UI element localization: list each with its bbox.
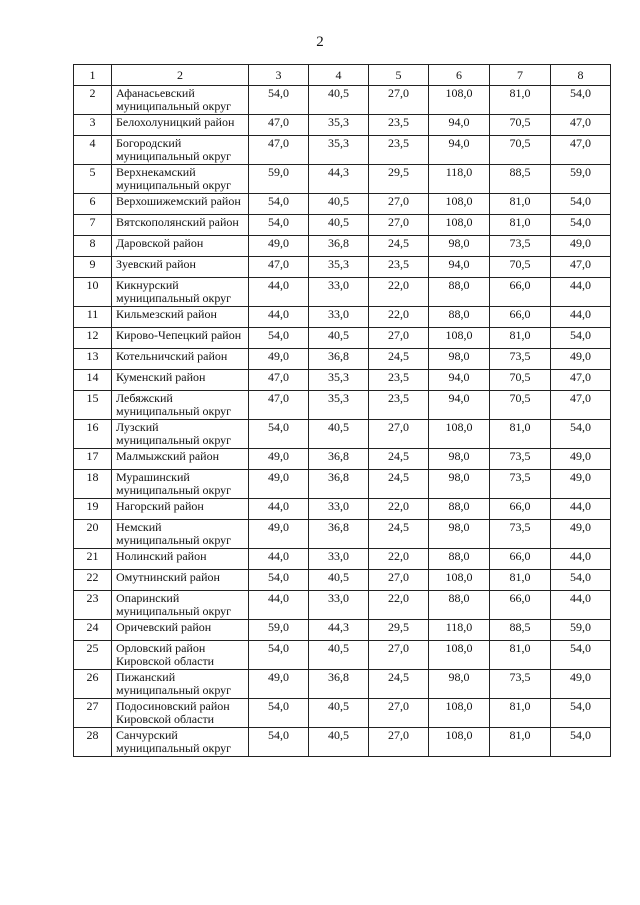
value-cell-6: 108,0 bbox=[429, 420, 490, 449]
value-cell-7: 81,0 bbox=[490, 328, 551, 349]
value-cell-7: 66,0 bbox=[490, 278, 551, 307]
value-cell-7: 66,0 bbox=[490, 591, 551, 620]
district-name-cell: Даровской район bbox=[112, 236, 249, 257]
value-cell-8: 49,0 bbox=[551, 236, 611, 257]
value-cell-7: 81,0 bbox=[490, 728, 551, 757]
row-number-cell: 14 bbox=[74, 370, 112, 391]
row-number-cell: 11 bbox=[74, 307, 112, 328]
district-name-cell: Нолинский район bbox=[112, 549, 249, 570]
value-cell-5: 24,5 bbox=[369, 449, 429, 470]
column-header: 5 bbox=[369, 65, 429, 86]
value-cell-6: 108,0 bbox=[429, 215, 490, 236]
table-row bbox=[74, 391, 611, 420]
value-cell-7: 73,5 bbox=[490, 470, 551, 499]
value-cell-6: 94,0 bbox=[429, 391, 490, 420]
value-cell-4: 40,5 bbox=[309, 420, 369, 449]
value-cell-5: 27,0 bbox=[369, 570, 429, 591]
value-cell-6: 88,0 bbox=[429, 591, 490, 620]
district-name-cell: Мурашинский муниципальный округ bbox=[112, 470, 249, 499]
value-cell-6: 108,0 bbox=[429, 194, 490, 215]
value-cell-8: 54,0 bbox=[551, 641, 611, 670]
district-name-cell: Вятскополянский район bbox=[112, 215, 249, 236]
value-cell-4: 40,5 bbox=[309, 215, 369, 236]
value-cell-5: 22,0 bbox=[369, 499, 429, 520]
value-cell-5: 24,5 bbox=[369, 349, 429, 370]
district-name-cell: Зуевский район bbox=[112, 257, 249, 278]
value-cell-3: 54,0 bbox=[249, 215, 309, 236]
table-row bbox=[74, 499, 611, 520]
row-number-cell: 6 bbox=[74, 194, 112, 215]
district-name-cell: Нагорский район bbox=[112, 499, 249, 520]
column-header: 6 bbox=[429, 65, 490, 86]
row-number-cell: 16 bbox=[74, 420, 112, 449]
column-header: 8 bbox=[551, 65, 611, 86]
value-cell-6: 94,0 bbox=[429, 257, 490, 278]
district-name-cell: Малмыжский район bbox=[112, 449, 249, 470]
row-number-cell: 2 bbox=[74, 86, 112, 115]
value-cell-4: 33,0 bbox=[309, 549, 369, 570]
column-header: 7 bbox=[490, 65, 551, 86]
value-cell-3: 47,0 bbox=[249, 136, 309, 165]
value-cell-8: 44,0 bbox=[551, 307, 611, 328]
row-number-cell: 3 bbox=[74, 115, 112, 136]
table-row bbox=[74, 728, 611, 757]
table-row bbox=[74, 520, 611, 549]
value-cell-7: 81,0 bbox=[490, 570, 551, 591]
value-cell-3: 49,0 bbox=[249, 449, 309, 470]
value-cell-6: 88,0 bbox=[429, 307, 490, 328]
value-cell-8: 47,0 bbox=[551, 115, 611, 136]
row-number-cell: 20 bbox=[74, 520, 112, 549]
row-number-cell: 4 bbox=[74, 136, 112, 165]
value-cell-7: 88,5 bbox=[490, 165, 551, 194]
district-name-cell: Кикнурский муниципальный округ bbox=[112, 278, 249, 307]
value-cell-3: 47,0 bbox=[249, 370, 309, 391]
value-cell-3: 44,0 bbox=[249, 278, 309, 307]
value-cell-7: 81,0 bbox=[490, 194, 551, 215]
value-cell-5: 24,5 bbox=[369, 670, 429, 699]
row-number-cell: 28 bbox=[74, 728, 112, 757]
value-cell-7: 66,0 bbox=[490, 549, 551, 570]
value-cell-5: 23,5 bbox=[369, 136, 429, 165]
value-cell-8: 49,0 bbox=[551, 520, 611, 549]
value-cell-4: 36,8 bbox=[309, 520, 369, 549]
row-number-cell: 24 bbox=[74, 620, 112, 641]
value-cell-5: 22,0 bbox=[369, 549, 429, 570]
table-row bbox=[74, 620, 611, 641]
table-row bbox=[74, 349, 611, 370]
value-cell-4: 35,3 bbox=[309, 115, 369, 136]
value-cell-5: 29,5 bbox=[369, 620, 429, 641]
district-name-cell: Оричевский район bbox=[112, 620, 249, 641]
table-row bbox=[74, 370, 611, 391]
row-number-cell: 22 bbox=[74, 570, 112, 591]
value-cell-6: 94,0 bbox=[429, 136, 490, 165]
value-cell-6: 118,0 bbox=[429, 620, 490, 641]
row-number-cell: 23 bbox=[74, 591, 112, 620]
value-cell-6: 88,0 bbox=[429, 549, 490, 570]
value-cell-5: 27,0 bbox=[369, 215, 429, 236]
row-number-cell: 26 bbox=[74, 670, 112, 699]
district-name-cell: Котельничский район bbox=[112, 349, 249, 370]
value-cell-4: 36,8 bbox=[309, 470, 369, 499]
row-number-cell: 15 bbox=[74, 391, 112, 420]
value-cell-5: 24,5 bbox=[369, 236, 429, 257]
value-cell-8: 54,0 bbox=[551, 328, 611, 349]
value-cell-7: 70,5 bbox=[490, 115, 551, 136]
value-cell-4: 35,3 bbox=[309, 136, 369, 165]
value-cell-6: 88,0 bbox=[429, 499, 490, 520]
value-cell-5: 27,0 bbox=[369, 328, 429, 349]
value-cell-5: 22,0 bbox=[369, 278, 429, 307]
row-number-cell: 10 bbox=[74, 278, 112, 307]
value-cell-7: 66,0 bbox=[490, 307, 551, 328]
row-number-cell: 13 bbox=[74, 349, 112, 370]
value-cell-3: 49,0 bbox=[249, 236, 309, 257]
value-cell-7: 81,0 bbox=[490, 215, 551, 236]
value-cell-4: 35,3 bbox=[309, 257, 369, 278]
page-number: 2 bbox=[316, 34, 324, 50]
value-cell-6: 98,0 bbox=[429, 470, 490, 499]
value-cell-8: 54,0 bbox=[551, 728, 611, 757]
value-cell-7: 70,5 bbox=[490, 136, 551, 165]
column-header: 4 bbox=[309, 65, 369, 86]
value-cell-8: 54,0 bbox=[551, 215, 611, 236]
value-cell-5: 22,0 bbox=[369, 591, 429, 620]
row-number-cell: 5 bbox=[74, 165, 112, 194]
value-cell-6: 118,0 bbox=[429, 165, 490, 194]
row-number-cell: 27 bbox=[74, 699, 112, 728]
row-number-cell: 19 bbox=[74, 499, 112, 520]
value-cell-5: 27,0 bbox=[369, 420, 429, 449]
value-cell-3: 54,0 bbox=[249, 728, 309, 757]
value-cell-6: 108,0 bbox=[429, 728, 490, 757]
value-cell-7: 81,0 bbox=[490, 86, 551, 115]
table-row bbox=[74, 449, 611, 470]
value-cell-3: 49,0 bbox=[249, 670, 309, 699]
value-cell-4: 44,3 bbox=[309, 165, 369, 194]
value-cell-4: 40,5 bbox=[309, 641, 369, 670]
district-name-cell: Лебяжский муниципальный округ bbox=[112, 391, 249, 420]
value-cell-5: 27,0 bbox=[369, 641, 429, 670]
value-cell-3: 49,0 bbox=[249, 520, 309, 549]
table-row bbox=[74, 257, 611, 278]
column-header: 1 bbox=[74, 65, 112, 86]
district-name-cell: Орловский район Кировской области bbox=[112, 641, 249, 670]
value-cell-3: 54,0 bbox=[249, 328, 309, 349]
value-cell-3: 44,0 bbox=[249, 307, 309, 328]
value-cell-6: 98,0 bbox=[429, 236, 490, 257]
value-cell-4: 35,3 bbox=[309, 370, 369, 391]
value-cell-4: 40,5 bbox=[309, 194, 369, 215]
value-cell-5: 23,5 bbox=[369, 257, 429, 278]
district-name-cell: Пижанский муниципальный округ bbox=[112, 670, 249, 699]
district-name-cell: Опаринский муниципальный округ bbox=[112, 591, 249, 620]
value-cell-3: 54,0 bbox=[249, 641, 309, 670]
value-cell-7: 70,5 bbox=[490, 370, 551, 391]
value-cell-6: 108,0 bbox=[429, 570, 490, 591]
value-cell-4: 33,0 bbox=[309, 307, 369, 328]
district-name-cell: Белохолуницкий район bbox=[112, 115, 249, 136]
value-cell-5: 24,5 bbox=[369, 470, 429, 499]
district-name-cell: Немский муниципальный округ bbox=[112, 520, 249, 549]
district-name-cell: Кирово-Чепецкий район bbox=[112, 328, 249, 349]
value-cell-3: 54,0 bbox=[249, 194, 309, 215]
value-cell-3: 59,0 bbox=[249, 165, 309, 194]
table-row bbox=[74, 136, 611, 165]
table-header-row bbox=[74, 65, 611, 86]
district-name-cell: Верхнекамский муниципальный округ bbox=[112, 165, 249, 194]
table-row bbox=[74, 549, 611, 570]
table-row bbox=[74, 307, 611, 328]
value-cell-8: 44,0 bbox=[551, 549, 611, 570]
district-name-cell: Верхошижемский район bbox=[112, 194, 249, 215]
value-cell-6: 98,0 bbox=[429, 449, 490, 470]
value-cell-8: 47,0 bbox=[551, 370, 611, 391]
district-name-cell: Куменский район bbox=[112, 370, 249, 391]
value-cell-7: 70,5 bbox=[490, 391, 551, 420]
value-cell-3: 47,0 bbox=[249, 257, 309, 278]
value-cell-6: 94,0 bbox=[429, 370, 490, 391]
value-cell-8: 49,0 bbox=[551, 449, 611, 470]
value-cell-7: 73,5 bbox=[490, 349, 551, 370]
value-cell-8: 49,0 bbox=[551, 349, 611, 370]
value-cell-5: 24,5 bbox=[369, 520, 429, 549]
column-header: 3 bbox=[249, 65, 309, 86]
value-cell-3: 49,0 bbox=[249, 349, 309, 370]
value-cell-8: 54,0 bbox=[551, 86, 611, 115]
row-number-cell: 17 bbox=[74, 449, 112, 470]
value-cell-3: 49,0 bbox=[249, 470, 309, 499]
table-row bbox=[74, 570, 611, 591]
table-row bbox=[74, 591, 611, 620]
data-table bbox=[73, 64, 611, 757]
value-cell-4: 33,0 bbox=[309, 499, 369, 520]
table-row bbox=[74, 165, 611, 194]
value-cell-6: 98,0 bbox=[429, 670, 490, 699]
value-cell-5: 23,5 bbox=[369, 370, 429, 391]
value-cell-8: 54,0 bbox=[551, 194, 611, 215]
value-cell-4: 40,5 bbox=[309, 699, 369, 728]
value-cell-3: 54,0 bbox=[249, 699, 309, 728]
value-cell-6: 108,0 bbox=[429, 328, 490, 349]
value-cell-3: 44,0 bbox=[249, 591, 309, 620]
value-cell-7: 73,5 bbox=[490, 449, 551, 470]
value-cell-8: 49,0 bbox=[551, 470, 611, 499]
value-cell-4: 36,8 bbox=[309, 349, 369, 370]
value-cell-7: 66,0 bbox=[490, 499, 551, 520]
value-cell-8: 59,0 bbox=[551, 620, 611, 641]
district-name-cell: Подосиновский район Кировской области bbox=[112, 699, 249, 728]
value-cell-7: 73,5 bbox=[490, 520, 551, 549]
value-cell-4: 40,5 bbox=[309, 570, 369, 591]
value-cell-8: 54,0 bbox=[551, 699, 611, 728]
value-cell-5: 27,0 bbox=[369, 699, 429, 728]
value-cell-7: 81,0 bbox=[490, 699, 551, 728]
value-cell-3: 47,0 bbox=[249, 115, 309, 136]
value-cell-8: 47,0 bbox=[551, 257, 611, 278]
value-cell-7: 81,0 bbox=[490, 641, 551, 670]
value-cell-6: 108,0 bbox=[429, 86, 490, 115]
value-cell-8: 47,0 bbox=[551, 136, 611, 165]
value-cell-3: 44,0 bbox=[249, 549, 309, 570]
value-cell-4: 36,8 bbox=[309, 670, 369, 699]
value-cell-8: 59,0 bbox=[551, 165, 611, 194]
value-cell-4: 33,0 bbox=[309, 591, 369, 620]
district-name-cell: Санчурский муниципальный округ bbox=[112, 728, 249, 757]
value-cell-6: 108,0 bbox=[429, 699, 490, 728]
value-cell-6: 98,0 bbox=[429, 349, 490, 370]
column-header: 2 bbox=[112, 65, 249, 86]
table-row bbox=[74, 699, 611, 728]
value-cell-7: 70,5 bbox=[490, 257, 551, 278]
table-row bbox=[74, 420, 611, 449]
value-cell-3: 47,0 bbox=[249, 391, 309, 420]
value-cell-6: 108,0 bbox=[429, 641, 490, 670]
value-cell-8: 44,0 bbox=[551, 278, 611, 307]
value-cell-7: 81,0 bbox=[490, 420, 551, 449]
value-cell-6: 98,0 bbox=[429, 520, 490, 549]
row-number-cell: 7 bbox=[74, 215, 112, 236]
value-cell-8: 47,0 bbox=[551, 391, 611, 420]
row-number-cell: 21 bbox=[74, 549, 112, 570]
row-number-cell: 25 bbox=[74, 641, 112, 670]
table-row bbox=[74, 236, 611, 257]
district-name-cell: Богородский муниципальный округ bbox=[112, 136, 249, 165]
value-cell-7: 73,5 bbox=[490, 236, 551, 257]
value-cell-8: 54,0 bbox=[551, 420, 611, 449]
value-cell-3: 54,0 bbox=[249, 86, 309, 115]
value-cell-5: 27,0 bbox=[369, 86, 429, 115]
district-name-cell: Омутнинский район bbox=[112, 570, 249, 591]
value-cell-3: 44,0 bbox=[249, 499, 309, 520]
value-cell-6: 94,0 bbox=[429, 115, 490, 136]
value-cell-3: 59,0 bbox=[249, 620, 309, 641]
district-name-cell: Кильмезский район bbox=[112, 307, 249, 328]
row-number-cell: 9 bbox=[74, 257, 112, 278]
value-cell-4: 35,3 bbox=[309, 391, 369, 420]
table-row bbox=[74, 115, 611, 136]
value-cell-7: 88,5 bbox=[490, 620, 551, 641]
value-cell-8: 54,0 bbox=[551, 570, 611, 591]
table-row bbox=[74, 278, 611, 307]
value-cell-4: 33,0 bbox=[309, 278, 369, 307]
value-cell-4: 40,5 bbox=[309, 86, 369, 115]
value-cell-3: 54,0 bbox=[249, 420, 309, 449]
value-cell-8: 49,0 bbox=[551, 670, 611, 699]
row-number-cell: 8 bbox=[74, 236, 112, 257]
value-cell-5: 23,5 bbox=[369, 391, 429, 420]
row-number-cell: 18 bbox=[74, 470, 112, 499]
district-name-cell: Лузский муниципальный округ bbox=[112, 420, 249, 449]
value-cell-5: 22,0 bbox=[369, 307, 429, 328]
table-row bbox=[74, 194, 611, 215]
value-cell-5: 27,0 bbox=[369, 194, 429, 215]
value-cell-4: 36,8 bbox=[309, 236, 369, 257]
table-row bbox=[74, 215, 611, 236]
value-cell-5: 29,5 bbox=[369, 165, 429, 194]
district-name-cell: Афанасьевский муниципальный округ bbox=[112, 86, 249, 115]
value-cell-6: 88,0 bbox=[429, 278, 490, 307]
table-row bbox=[74, 470, 611, 499]
value-cell-8: 44,0 bbox=[551, 591, 611, 620]
value-cell-4: 36,8 bbox=[309, 449, 369, 470]
value-cell-4: 44,3 bbox=[309, 620, 369, 641]
table-row bbox=[74, 641, 611, 670]
value-cell-8: 44,0 bbox=[551, 499, 611, 520]
value-cell-3: 54,0 bbox=[249, 570, 309, 591]
value-cell-5: 27,0 bbox=[369, 728, 429, 757]
table-row bbox=[74, 670, 611, 699]
row-number-cell: 12 bbox=[74, 328, 112, 349]
table-row bbox=[74, 328, 611, 349]
table-row bbox=[74, 86, 611, 115]
value-cell-5: 23,5 bbox=[369, 115, 429, 136]
value-cell-7: 73,5 bbox=[490, 670, 551, 699]
value-cell-4: 40,5 bbox=[309, 728, 369, 757]
value-cell-4: 40,5 bbox=[309, 328, 369, 349]
